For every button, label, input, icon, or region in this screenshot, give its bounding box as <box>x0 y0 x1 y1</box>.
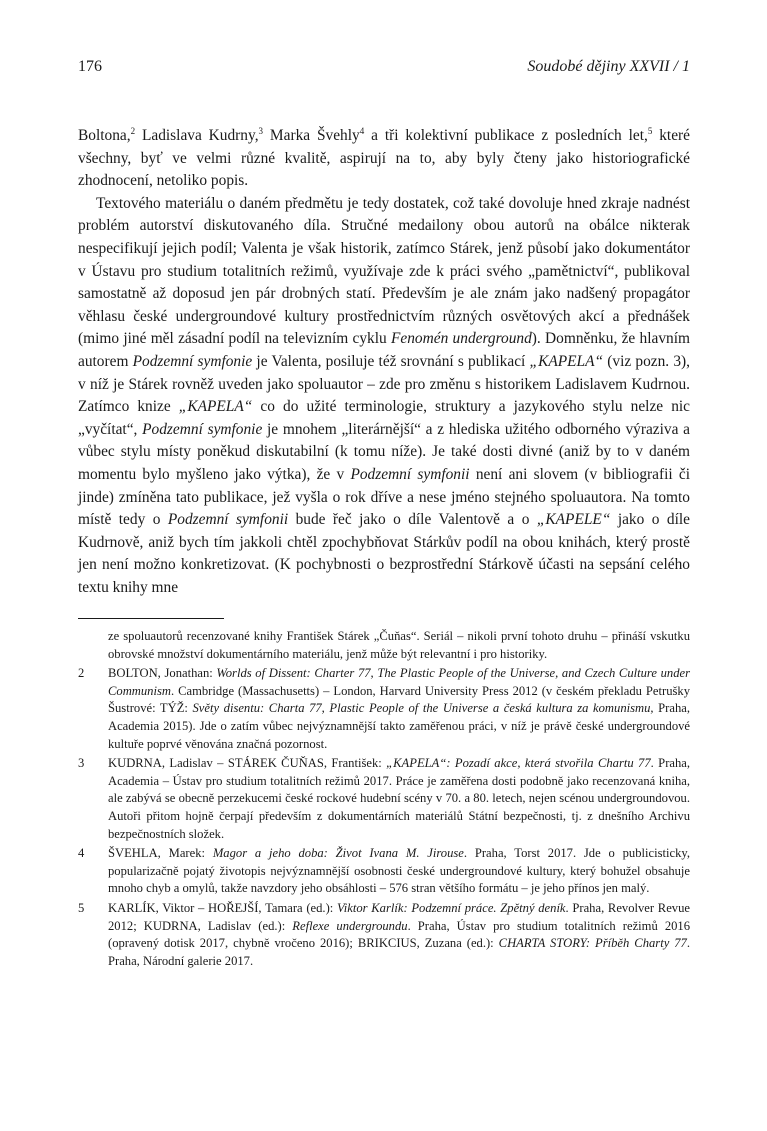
text-span: . Praha, Academia – Ústav pro studium totalitních režimů 2017. Práce je zaměřena dosti podobně jako recenzovaná kniha, ale zabývá se obecně perzekucemi české rockové hudební scény v 70. a 80. letech, nejen scénou undergroundovou. Autoři přitom hojně čerpají především z dokumentárních materiálů Státní bezpečnosti, tj. z dnešního Archivu bezpečnostních složek. <box>108 756 691 841</box>
italic-title: „KAPELA“ <box>178 398 253 416</box>
text-span: . Praha, Národní galerie 2017. <box>108 936 691 968</box>
italic-title: Podzemní symfonii <box>167 511 289 529</box>
text-span: a tři kolektivní publikace z posledních let, <box>364 127 648 144</box>
text-span: . Praha, Ústav pro studium totalitních režimů 2016 (opravený dotisk 2017, chybně vročeno 2016); BRIKCIUS, Zuzana (ed.): <box>108 918 691 951</box>
footnote-2 <box>78 665 690 753</box>
italic-title: Magor a jeho doba: Život Ivana M. Jirouse <box>212 846 464 861</box>
text-span: KUDRNA, Ladislav – STÁREK ČUŇAS, František: <box>108 756 387 771</box>
text-span: (viz pozn. 3), v níž je Stárek rovněž uveden jako spoluautor – zde pro změnu s historikem Ladislavem Kudrnou. Zatímco knize <box>78 352 691 416</box>
italic-title: Viktor Karlík: Podzemní práce. Zpětný deník <box>337 900 566 915</box>
footnote-ref-3[interactable]: 3 <box>258 125 264 136</box>
footnote-number: 2 <box>78 666 85 681</box>
footnote-ref-5[interactable]: 5 <box>647 125 653 136</box>
text-span: co do užité terminologie, struktury a jazykového stylu nelze nic „vyčítat“, <box>78 398 691 438</box>
italic-title: Podzemní symfonii <box>350 465 470 483</box>
footnote-3 <box>78 755 690 843</box>
footnote-continuation: ze spoluautorů recenzované knihy František Stárek „Čuňas“. Seriál – nikoli první tohoto druhu – přináší vskutku obrovské množství dokumentárního materiálu, jenž může být relevantní i pro historiky. <box>108 629 690 661</box>
main-text <box>78 125 690 599</box>
footnote-number: 5 <box>78 900 85 915</box>
footnote-number: 3 <box>78 756 85 771</box>
text-span: jako o díle Kudrnově, aniž bych tím jakkoli chtěl zpochybňovat Stárkův podíl na obou knihách, který prostě jen není možno konkretizovat. (K pochybnosti o bezprostřední Stárkově účasti na sepsání celého textu knihy mne <box>78 511 690 596</box>
italic-title: „KAPELA“ <box>529 352 604 370</box>
footnote-4 <box>78 845 690 898</box>
footnotes <box>78 628 690 970</box>
paragraph-1 <box>78 125 690 193</box>
text-span: . Cambridge (Massachusetts) – London, Harvard University Press 2012 (v českém překladu Petrušky Šustrové: TÝŽ: <box>108 683 690 716</box>
paragraph-2 <box>78 193 690 600</box>
running-title: Soudobé dějiny XXVII / 1 <box>527 58 690 75</box>
page-number: 176 <box>78 58 102 75</box>
text-span: které všechny, byť ve velmi různé kvalitě, aspirují na to, aby byly čteny jako historiografické zhodnocení, netoliko popis. <box>78 127 690 190</box>
text-span: není ani slovem (v bibliografii či jinde) zmíněna tato publikace, jež vyšla o rok dříve a nese jméno stejného spoluautora. Na tomto místě tedy o <box>78 465 691 529</box>
italic-title: Worlds of Dissent: Charter 77, The Plastic People of the Universe, and Czech Culture under Communism <box>108 666 690 698</box>
italic-title: Světy disentu: Charta 77, Plastic People of the Universe a česká kultura za komunismu, <box>192 701 654 716</box>
text-span: bude řeč jako o díle Valentově a o <box>288 511 537 529</box>
italic-title: CHARTA STORY: Příběh Charty 77 <box>498 936 687 951</box>
footnote-ref-2[interactable]: 2 <box>130 125 136 136</box>
italic-title: Fenomén underground <box>391 330 532 348</box>
text-span: BOLTON, Jonathan: <box>108 666 217 681</box>
footnote-separator <box>78 618 224 619</box>
italic-title: „KAPELA“: Pozadí akce, která stvořila Chartu 77 <box>386 756 651 771</box>
footnote-ref-4[interactable]: 4 <box>359 125 365 136</box>
italic-title: Podzemní symfonie <box>132 352 253 370</box>
footnote-5 <box>78 900 690 970</box>
text-span: je Valenta, posiluje též srovnání s publikací <box>252 352 530 370</box>
text-span: ). Domněnku, že hlavním autorem <box>78 330 690 370</box>
text-span: Boltona, <box>78 127 131 144</box>
italic-title: „KAPELE“ <box>536 511 611 529</box>
page-header <box>78 58 690 82</box>
footnote-number: 4 <box>78 846 85 861</box>
text-span: Praha, Academia 2015). Jde o zatím vůbec nejvýznamnější takto zaměřenou práci, v níž je právě české undergroundové kultuře poprvé věnována značná pozornost. <box>108 701 690 751</box>
italic-title: Reflexe undergroundu <box>292 918 408 933</box>
text-span: Ladislava Kudrny, <box>135 127 259 144</box>
italic-title: Podzemní symfonie <box>142 420 263 438</box>
text-span: KARLÍK, Viktor – HOŘEJŠÍ, Tamara (ed.): <box>108 900 337 915</box>
text-span: je mnohem „literárnější“ a z hlediska užitého odborného výraziva a vůbec stylu místy poněkud diskutabilní (k tomu níže). Je také dosti divné (aniž by to v daném momentu bylo myšleno jako výtka), že v <box>78 420 690 483</box>
text-span: Marka Švehly <box>263 127 360 144</box>
text-span: . Praha, Revolver Revue 2012; KUDRNA, Ladislav (ed.): <box>108 900 690 933</box>
text-span: Textového materiálu o daném předmětu je tedy dostatek, což také dovoluje hned zkraje nadnést problém autorství diskutovaného díla. Stručné medailony obou autorů na obálce nikterak nespecifikují jejich podíl; Valenta je však historik, zatímco Stárek, jenž působí jako dokumentátor v Ústavu pro studium totalitních režimů, využívaje zde k práci svého „pamětnictví“, publikoval samostatně až doposud jen pár drobných statí. Především je ale znám jako nadšený propagátor věhlasu české undergroundové kultury prostřednictvím různých osvětových akcí a přednášek (mimo jiné měl zásadní podíl na televizním cyklu <box>78 194 690 348</box>
text-span: ŠVEHLA, Marek: <box>108 846 213 861</box>
text-span: . Praha, Torst 2017. Jde o publicisticky, popularizačně pojatý životopis nejvýznamnější osobnosti české undergroundové kultury, který bohužel obsahuje mnoho chyb a omylů, takže navzdory jeho obsáhlosti – 576 stran většího formátu – je jeho přínos jen malý. <box>108 846 690 896</box>
